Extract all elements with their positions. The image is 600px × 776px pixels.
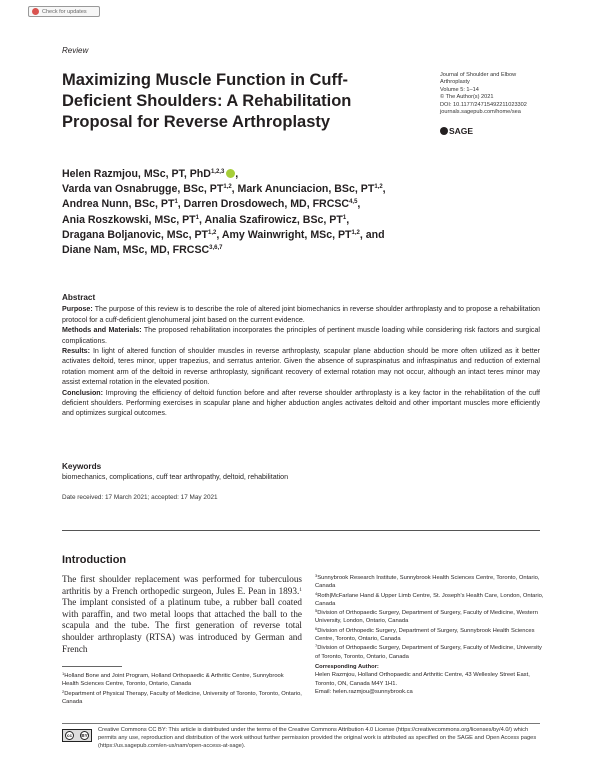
article-title: Maximizing Muscle Function in Cuff-Deficient Shoulders: A Rehabilitation Proposal for Reverse Arthroplasty — [62, 71, 352, 131]
affiliation-text: Department of Physical Therapy, Faculty of Medicine, University of Toronto, Toronto, Ontario, Canada — [62, 690, 302, 705]
conclusion-label: Conclusion: — [62, 388, 103, 397]
purpose-text: The purpose of this review is to describe the role of altered joint biomechanics in reverse shoulder arthroplasty and to propose a rehabilitation protocol for a cuff-deficient glenohumeral joint based on the current evidence. — [62, 305, 541, 324]
affiliation-number: 2 — [62, 688, 65, 694]
affiliation-item — [315, 644, 545, 661]
author-separator: , — [235, 168, 239, 180]
journal-volume: Volume 5: 1–14 — [440, 86, 479, 93]
citation-ref[interactable]: 1 — [299, 586, 302, 593]
abstract-results — [62, 346, 540, 388]
affiliation-number: 5 — [315, 608, 318, 614]
affiliation-item — [62, 690, 302, 707]
author-affiliation: 1 — [195, 214, 199, 221]
abstract-purpose — [62, 304, 540, 325]
affiliation-text: Sunnybrook Research Institute, Sunnybrook Health Sciences Centre, Toronto, Ontario, Canada — [315, 575, 540, 590]
orcid-icon[interactable] — [226, 169, 235, 178]
author-name: Darren Drosdowech, MD, FRCSC — [183, 198, 350, 211]
purpose-label: Purpose: — [62, 305, 93, 314]
section-divider — [62, 530, 540, 531]
affiliation-item — [315, 574, 545, 591]
results-label: Results: — [62, 347, 90, 356]
cc-by-badge[interactable] — [62, 729, 92, 742]
author-affiliation: 1,2 — [208, 229, 217, 236]
cc-icon: cc — [66, 733, 72, 738]
corresponding-author-address: Helen Razmjou, Holland Orthopaedic and Arthritic Centre, 43 Wellesley Street East, Toronto, ON, Canada M4Y 1H1. — [315, 672, 530, 687]
intro-text-b: The implant consisted of a platinum tube, a rubber ball coated with paraffin, and two metal loops that attached the ball to the scapula and the tube. The first generation of reverse total shoulder arthroplasty (RTSA) was introduced by German and French — [62, 597, 302, 654]
author-affiliation: 1 — [174, 199, 178, 206]
author-separator: , — [382, 183, 386, 196]
author-affiliation: 1,2 — [351, 229, 360, 236]
keywords — [62, 462, 540, 483]
affiliation-text: Holland Bone and Joint Program, Holland Orthopaedic & Arthritic Centre, Sunnybrook Health Sciences Centre, Toronto, Ontario, Canada — [62, 673, 284, 688]
author-name: Amy Wainwright, MSc, PT — [221, 228, 352, 241]
author-separator: , — [216, 228, 222, 241]
author-name: Dragana Boljanovic, MSc, PT — [62, 228, 208, 241]
affiliation-number: 6 — [315, 625, 318, 631]
affiliations-right — [315, 574, 545, 696]
author-list — [62, 167, 442, 258]
journal-url[interactable]: journals.sagepub.com/home/sea — [440, 109, 521, 116]
author-name: Analia Szafirowicz, BSc, PT — [204, 213, 343, 226]
author-separator: , — [346, 213, 350, 226]
methods-text: The proposed rehabilitation incorporates the principles of pertinent muscle loading while considering risk factors and surgical complications. — [62, 326, 540, 345]
author-name: Varda van Osnabrugge, BSc, PT — [62, 183, 224, 196]
introduction-heading: Introduction — [62, 554, 127, 566]
affiliation-number: 1 — [62, 671, 65, 676]
author-separator: , and — [359, 228, 385, 241]
sage-logo-icon — [440, 127, 448, 135]
by-icon: BY — [81, 733, 88, 738]
author-name: Ania Roszkowski, MSc, PT — [62, 213, 196, 226]
affiliation-text: Division of Orthopaedic Surgery, Department of Surgery, Faculty of Medicine, Western University, London, Ontario, Canada — [315, 610, 538, 625]
author-name: Diane Nam, MSc, MD, FRCSC — [62, 244, 210, 257]
article-type: Review — [62, 46, 89, 55]
license-divider — [62, 723, 540, 724]
author-name: Andrea Nunn, BSc, PT — [62, 198, 175, 211]
corresponding-author-email[interactable]: Email: helen.razmjou@sunnybrook.ca — [315, 688, 413, 695]
check-for-updates-badge[interactable] — [28, 6, 100, 17]
sage-logo — [440, 126, 473, 136]
author-separator: , — [177, 198, 184, 211]
methods-label: Methods and Materials: — [62, 326, 142, 335]
author-name: Helen Razmjou, MSc, PT, PhD — [62, 168, 211, 180]
journal-name-line1: Journal of Shoulder and Elbow — [440, 72, 517, 78]
article-dates: Date received: 17 March 2021; accepted: 17 May 2021 — [62, 494, 218, 501]
author-affiliation: 1,2 — [374, 184, 383, 191]
affiliation-item — [315, 592, 545, 609]
corresponding-author-heading: Corresponding Author: — [315, 663, 379, 670]
author-name: Mark Anunciacion, BSc, PT — [237, 183, 375, 196]
author-affiliation: 4,5 — [349, 199, 358, 206]
footnote-divider — [62, 666, 122, 667]
affiliations-left — [62, 672, 302, 707]
introduction-text — [62, 574, 302, 655]
affiliation-number: 4 — [315, 590, 318, 596]
author-affiliation: 1,2,3 — [210, 169, 225, 175]
author-affiliation: 1 — [342, 214, 347, 221]
abstract-heading: Abstract — [62, 293, 96, 302]
sage-logo-text: SAGE — [449, 126, 474, 136]
abstract-methods — [62, 325, 540, 346]
affiliation-text: Division of Orthopaedic Surgery, Department of Surgery, Faculty of Medicine, University of Toronto, Toronto, Ontario, Canada — [315, 645, 542, 660]
keywords-heading: Keywords — [62, 462, 102, 471]
affiliation-text: Division of Orthopedic Surgery, Department of Surgery, Sunnybrook Health Sciences Centre, Toronto, Ontario, Canada — [315, 627, 535, 643]
intro-text-a: The first shoulder replacement was performed for tuberculous arthritis by a French orthopedic surgeon, Jules E. Pean in 1893. — [62, 574, 302, 596]
conclusion-text: Improving the efficiency of deltoid function before and after reverse shoulder arthroplasty is a key factor in the rehabilitation of the cuff deficient shoulders. Performing exercises in scapular plane and higher abduction angles activates deltoid and other important muscles more efficiently and optimizes surgical outcomes. — [62, 388, 540, 418]
check-updates-label: Check for updates — [42, 8, 87, 15]
affiliation-item — [62, 672, 302, 689]
journal-copyright: © The Author(s) 2021 — [440, 94, 494, 101]
affiliation-text: Roth|McFarlane Hand & Upper Limb Centre, St. Joseph's Health Care, London, Ontario, Canada — [315, 592, 544, 607]
journal-info — [440, 72, 560, 116]
author-affiliation: 1,2 — [223, 184, 232, 191]
affiliation-number: 3 — [315, 573, 318, 578]
author-separator: , — [231, 183, 238, 196]
author-separator: , — [357, 198, 361, 211]
license-text: Creative Commons CC BY: This article is distributed under the terms of the Creative Commons Attribution 4.0 License (https://creativecommons.org/licenses/by/4.0/) which permits any use, reproduction and distribution of the work without further permission provided the original work is attributed as specified on the SAGE and Open Access pages (https://us.sagepub.com/en-us/nam/open-access-at-sage). — [98, 727, 537, 749]
abstract — [62, 293, 540, 419]
journal-name-line2: Arthroplasty — [440, 79, 470, 86]
keywords-text: biomechanics, complications, cuff tear arthropathy, deltoid, rehabilitation — [62, 473, 289, 482]
author-affiliation: 3,6,7 — [209, 245, 223, 252]
abstract-conclusion — [62, 388, 540, 419]
journal-doi[interactable]: DOI: 10.1177/24715492211023302 — [440, 101, 527, 108]
affiliation-item — [315, 627, 545, 644]
affiliation-item — [315, 609, 545, 626]
affiliation-number: 7 — [315, 643, 318, 649]
check-updates-icon — [32, 8, 39, 15]
results-text: In light of altered function of shoulder muscles in reverse arthroplasty, scapular plane abduction should be more often utilized as it better activates deltoid, teres minor, upper trapezius, and serratus anterior. Given the absence of supraspinatus and infraspinatus and reduction of external rotation moment arm of the deltoid in reverse arthroplasty, significant recovery of external rotation may not occur, although an intact teres minor may assist external rotation in the elevated position. — [62, 347, 540, 387]
author-separator: , — [198, 213, 205, 226]
